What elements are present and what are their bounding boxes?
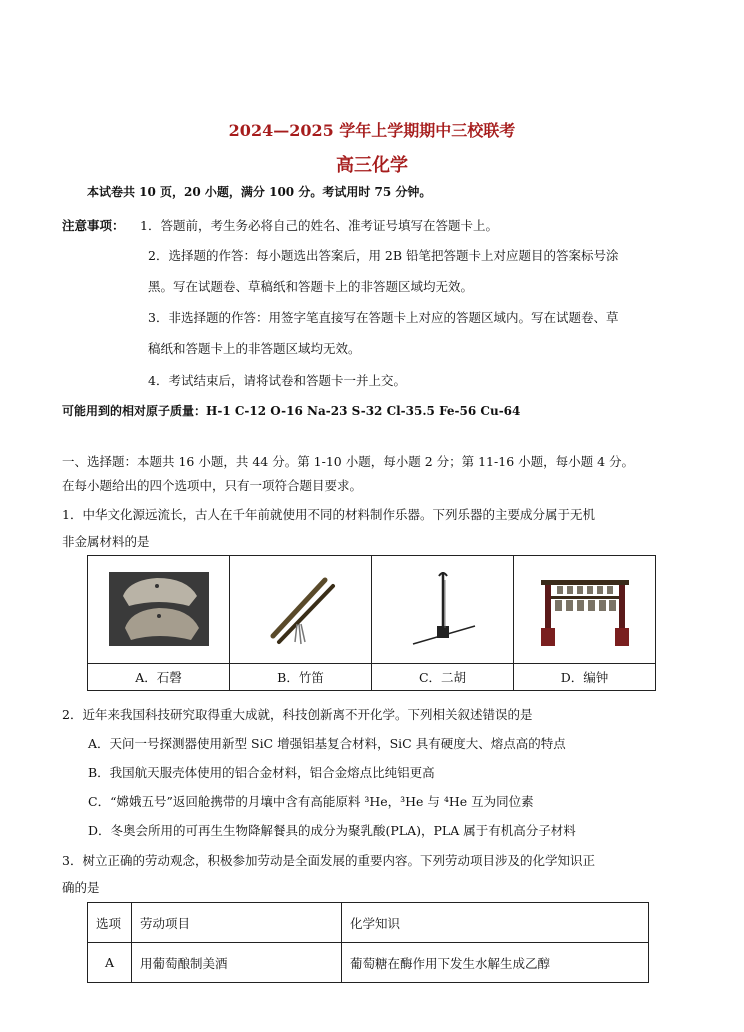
section1-line1: 一、选择题：本题共 16 小题，共 44 分。第 1-10 小题，每小题 2 分；第 11-16 小题，每小题 4 分。 xyxy=(62,454,635,469)
q3-header-option: 选项 xyxy=(88,903,132,943)
q3-row-a-option: A xyxy=(88,943,132,983)
q1-option-d: D．编钟 xyxy=(514,664,656,691)
exam-subtitle: 高三化学 xyxy=(336,155,408,176)
q1-option-b: B．竹笛 xyxy=(230,664,372,691)
note-item: 稿纸和答题卡上的非答题区域均无效。 xyxy=(148,341,361,356)
q3-table xyxy=(87,902,649,983)
q1-image-cell-a xyxy=(88,556,230,664)
q1-image-cell-b xyxy=(230,556,372,664)
q1-option-c: C．二胡 xyxy=(372,664,514,691)
note-item: 黑。写在试题卷、草稿纸和答题卡上的非答题区域均无效。 xyxy=(148,279,474,294)
exam-title: 2024—2025 学年上学期期中三校联考 xyxy=(228,121,516,140)
q2-option-c: C．“嫦娥五号”返回舱携带的月壤中含有高能原料 ³He，³He 与 ⁴He 互为同位素 xyxy=(88,794,534,809)
note-item: 2．选择题的作答：每小题选出答案后，用 2B 铅笔把答题卡上对应题目的答案标号涂 xyxy=(148,248,619,263)
bianzhong-bells-photo xyxy=(535,566,635,650)
q2-option-d: D．冬奥会所用的可再生生物降解餐具的成分为聚乳酸(PLA)，PLA 属于有机高分子材料 xyxy=(88,823,576,838)
q3-stem-line2: 确的是 xyxy=(62,880,100,895)
q3-row-a-task: 用葡萄酿制美酒 xyxy=(132,943,342,983)
note-item: 4．考试结束后，请将试卷和答题卡一并上交。 xyxy=(148,373,406,388)
q3-header-task: 劳动项目 xyxy=(132,903,342,943)
exam-info: 本试卷共 10 页，20 小题，满分 100 分。考试用时 75 分钟。 xyxy=(87,185,432,199)
bamboo-flute-photo xyxy=(251,566,351,650)
q3-header-knowledge: 化学知识 xyxy=(342,903,649,943)
note-item: 3．非选择题的作答：用签字笔直接写在答题卡上对应的答题区域内。写在试题卷、草 xyxy=(148,310,619,325)
section1-line2: 在每小题给出的四个选项中，只有一项符合题目要求。 xyxy=(62,478,363,493)
q3-stem-line1: 3．树立正确的劳动观念，积极参加劳动是全面发展的重要内容。下列劳动项目涉及的化学知识正 xyxy=(62,853,595,868)
stone-chime-photo xyxy=(109,566,209,650)
q2-stem: 2．近年来我国科技研究取得重大成就，科技创新离不开化学。下列相关叙述错误的是 xyxy=(62,707,533,722)
q2-option-a: A．天问一号探测器使用新型 SiC 增强铝基复合材料，SiC 具有硬度大、熔点高的特点 xyxy=(88,736,566,751)
q1-option-a: A．石磬 xyxy=(88,664,230,691)
q1-instrument-table xyxy=(87,555,656,691)
q1-image-cell-c xyxy=(372,556,514,664)
atomic-masses: 可能用到的相对原子质量：H-1 C-12 O-16 Na-23 S-32 Cl-35.5 Fe-56 Cu-64 xyxy=(62,404,521,418)
erhu-photo xyxy=(393,566,493,650)
q1-image-cell-d xyxy=(514,556,656,664)
q2-option-b: B．我国航天服壳体使用的铝合金材料，铝合金熔点比纯铝更高 xyxy=(88,765,435,780)
note-item: 1．答题前，考生务必将自己的姓名、准考证号填写在答题卡上。 xyxy=(140,218,498,233)
notes-label: 注意事项： xyxy=(62,218,125,233)
q3-row-a-knowledge: 葡萄糖在酶作用下发生水解生成乙醇 xyxy=(342,943,649,983)
q1-stem-line2: 非金属材料的是 xyxy=(62,534,150,549)
q1-stem-line1: 1．中华文化源远流长，古人在千年前就使用不同的材料制作乐器。下列乐器的主要成分属于无机 xyxy=(62,507,595,522)
